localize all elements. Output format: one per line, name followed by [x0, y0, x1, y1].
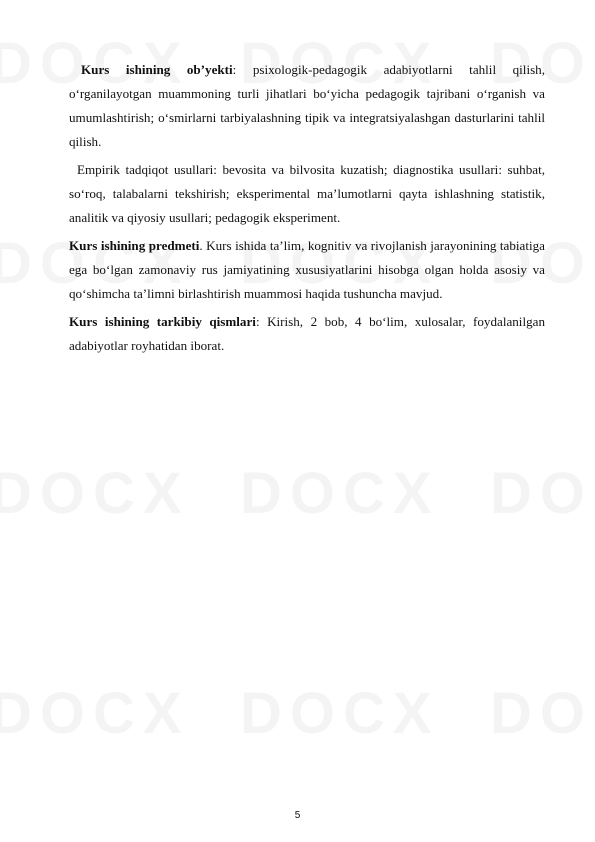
- watermark: [0, 460, 190, 527]
- paragraph-lead: Kurs ishining ob’yekti: [81, 62, 233, 77]
- paragraph-text: : psixologik-pedagogik adabiyotlarni tahlil qilish, o‘rganilayotgan muammoning turli jihatlari bo‘yicha pedagogik tajribani o‘rganish va umumlashtirish; o‘smirlarni tarbiyalashning tipik va integratsiyalashgan dasturlarini tahlil qilish.: [69, 62, 545, 149]
- page-number: 5: [294, 810, 301, 821]
- paragraph-lead: Kurs ishining predmeti: [69, 238, 200, 253]
- paragraph-structure: [69, 310, 545, 358]
- document-body: [69, 58, 545, 362]
- paragraph-subject: [69, 234, 545, 306]
- paragraph-text: Empirik tadqiqot usullari: bevosita va bilvosita kuzatish; diagnostika usullari: suhbat, so‘roq, talabalarni tekshirish; eksperimental ma’lumotlarni qayta ishlashning statistik, analitik va qiyosiy usullari; pedagogik eksperiment.: [69, 162, 545, 225]
- watermark: [0, 680, 190, 747]
- watermark: [490, 460, 595, 527]
- paragraph-object: [69, 58, 545, 154]
- paragraph-lead: Kurs ishining tarkibiy qismlari: [69, 314, 256, 329]
- paragraph-text: . Kurs ishida ta’lim, kognitiv va rivojlanish jarayonining tabiatiga ega bo‘lgan zamonaviy rus jamiyatining xususiyatlarini hisobga olgan holda asosiy va qo‘shimcha ta’limni birlashtirish muammosi haqida tushuncha mavjud.: [69, 238, 545, 301]
- paragraph-text: : Kirish, 2 bob, 4 bo‘lim, xulosalar, foydalanilgan adabiyotlar royhatidan iborat.: [69, 314, 545, 353]
- paragraph-methods: [69, 158, 545, 230]
- watermark: [490, 680, 595, 747]
- watermark: [240, 460, 440, 527]
- watermark: [240, 680, 440, 747]
